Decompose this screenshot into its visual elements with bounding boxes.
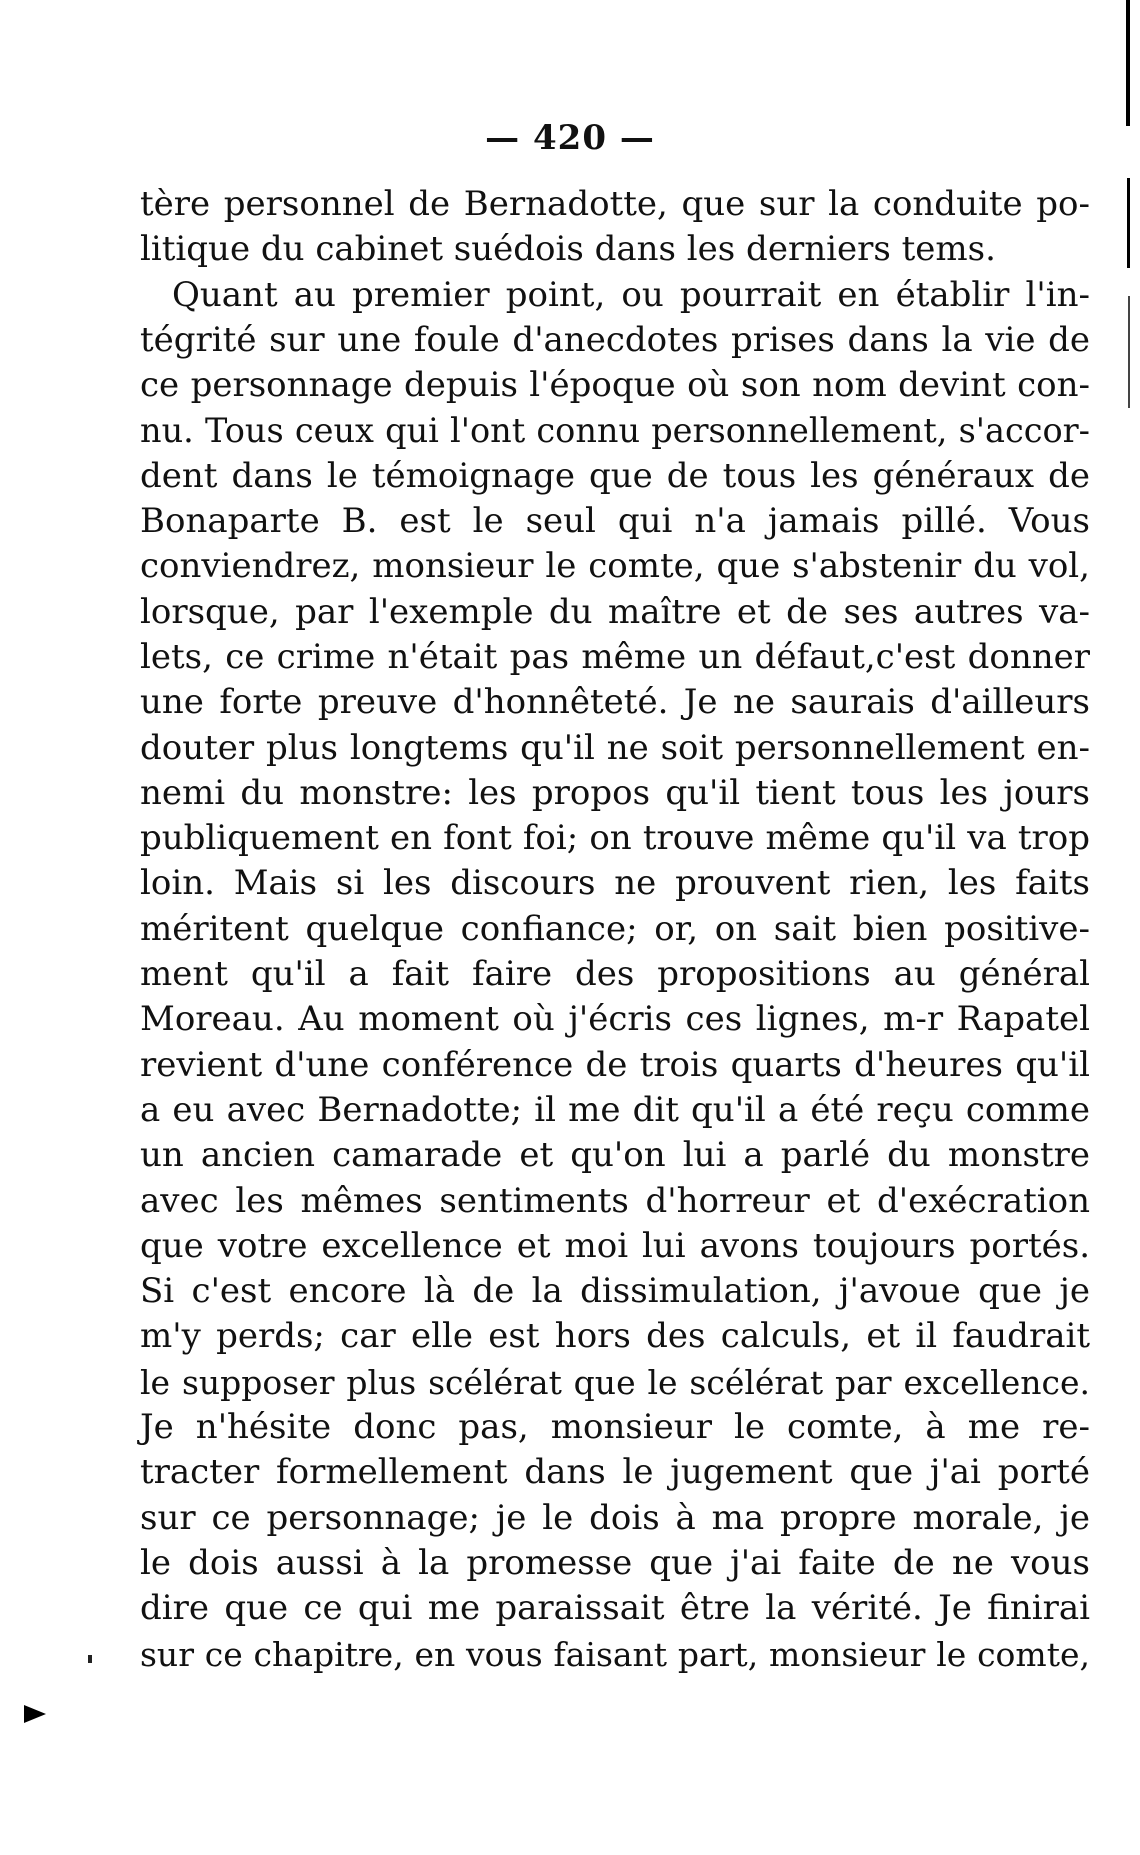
text-line: lorsque, par l'exemple du maître et de ses autres va-: [140, 591, 1090, 632]
text-line: tère personnel de Bernadotte, que sur la conduite po-: [140, 184, 1090, 224]
page-edge-mark: [1127, 178, 1130, 268]
text-line: Si c'est encore là de la dissimulation, j'avoue que je: [140, 1271, 1090, 1312]
text-line: revient d'une conférence de trois quarts d'heures qu'il: [140, 1044, 1090, 1085]
text-line: conviendrez, monsieur le comte, que s'abstenir du vol,: [140, 546, 1090, 587]
margin-arrow-icon: [24, 1705, 46, 1723]
text-line: loin. Mais si les discours ne prouvent rien, les faits: [140, 863, 1090, 904]
text-line: le dois aussi à la promesse que j'ai faite de ne vous: [140, 1542, 1090, 1583]
text-line: ce personnage depuis l'époque où son nom devint con-: [140, 365, 1090, 406]
text-line: a eu avec Bernadotte; il me dit qu'il a été reçu comme: [140, 1089, 1090, 1130]
text-line: m'y perds; car elle est hors des calculs, et il faudrait: [140, 1316, 1090, 1357]
page-edge-mark: [1126, 0, 1130, 126]
text-line: que votre excellence et moi lui avons toujours portés.: [140, 1225, 1090, 1266]
text-line: nemi du monstre: les propos qu'il tient tous les jours: [140, 772, 1090, 813]
text-line: publiquement en font foi; on trouve même qu'il va trop: [140, 818, 1090, 859]
text-line: une forte preuve d'honnêteté. Je ne saurais d'ailleurs: [140, 682, 1090, 723]
text-line: tégrité sur une foule d'anecdotes prises dans la vie de: [140, 319, 1090, 360]
text-line: sur ce chapitre, en vous faisant part, monsieur le comte,: [140, 1634, 1090, 1674]
text-line: le supposer plus scélérat que le scélérat par excellence.: [140, 1362, 1090, 1402]
text-line: tracter formellement dans le jugement que j'ai porté: [140, 1452, 1090, 1493]
text-line: douter plus longtems qu'il ne soit personnellement en-: [140, 727, 1090, 768]
text-line: Quant au premier point, ou pourrait en établir l'in-: [172, 274, 1090, 315]
text-line: dent dans le témoignage que de tous les généraux de: [140, 455, 1090, 496]
text-line: méritent quelque confiance; or, on sait bien positive-: [140, 908, 1090, 949]
text-line: ment qu'il a fait faire des propositions au général: [140, 954, 1090, 995]
text-line: dire que ce qui me paraissait être la vérité. Je finirai: [140, 1588, 1090, 1629]
body-text: [140, 182, 1090, 1677]
text-line: litique du cabinet suédois dans les derniers tems.: [140, 229, 996, 270]
margin-speck: [88, 1655, 92, 1663]
page-edge-mark: [1128, 296, 1130, 408]
text-line: un ancien camarade et qu'on lui a parlé du monstre: [140, 1135, 1090, 1176]
text-line: Moreau. Au moment où j'écris ces lignes, m-r Rapatel: [140, 999, 1090, 1040]
text-line: lets, ce crime n'était pas même un défaut,c'est donner: [140, 636, 1090, 677]
text-line: Bonaparte B. est le seul qui n'a jamais pillé. Vous: [140, 501, 1090, 542]
page-number: — 420 —: [485, 118, 655, 158]
text-line: sur ce personnage; je le dois à ma propre morale, je: [140, 1497, 1090, 1538]
text-line: avec les mêmes sentiments d'horreur et d'exécration: [140, 1180, 1090, 1221]
text-line: nu. Tous ceux qui l'ont connu personnellement, s'accor-: [140, 411, 1090, 451]
text-line: Je n'hésite donc pas, monsieur le comte, à me re-: [140, 1407, 1090, 1448]
